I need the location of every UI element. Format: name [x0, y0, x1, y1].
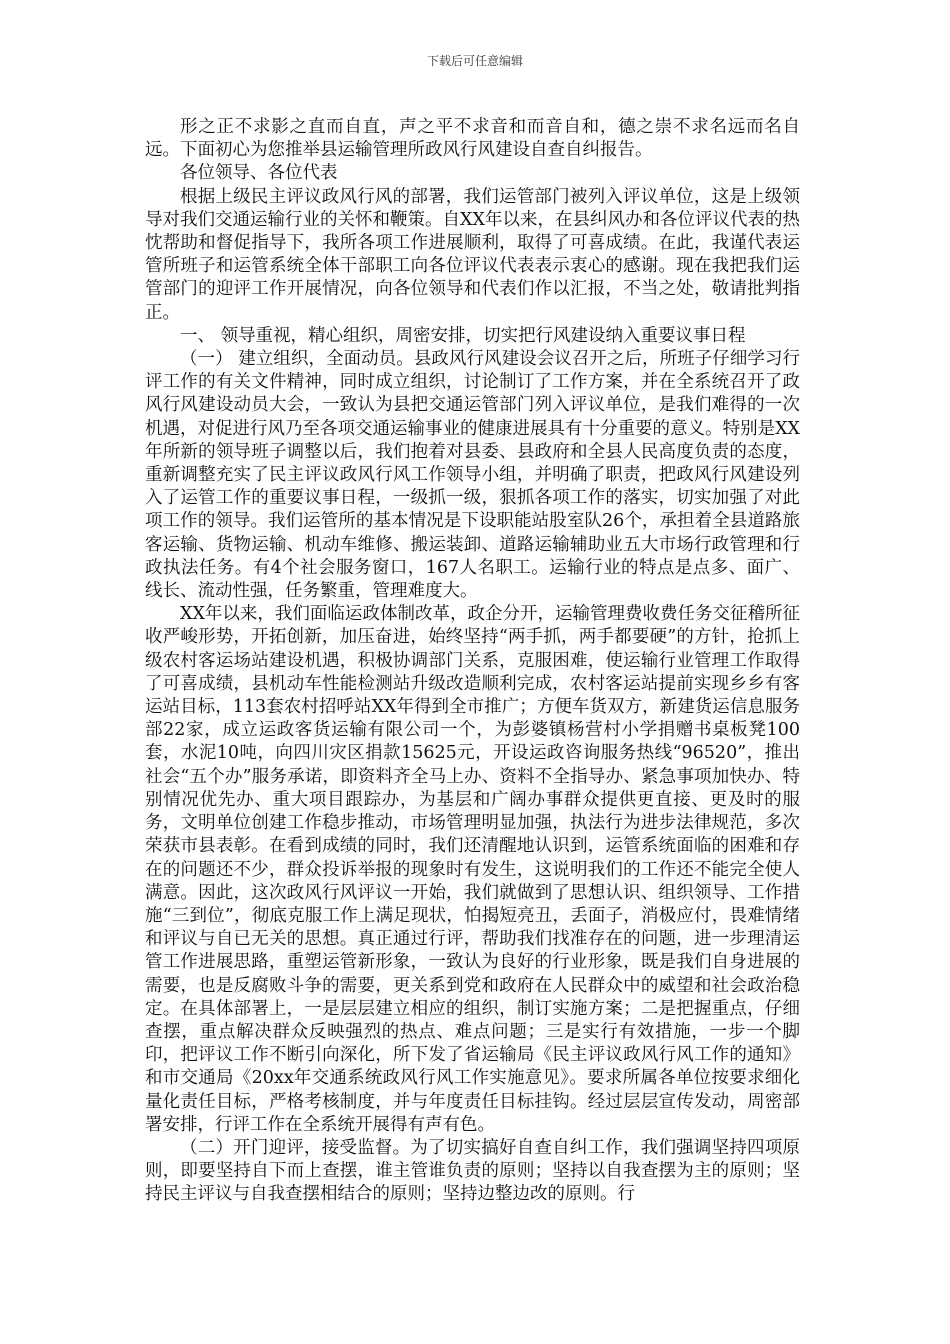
body-paragraph: XX年以来，我们面临运政体制改革，政企分开，运输管理费收费任务交征稽所征收严峻形势，开拓创新，加压奋进，始终坚持“两手抓，两手都要硬”的方针，抢抓上级农村客运场站建设机遇，积极协调部门关系，克服困难，使运输行业管理工作取得了可喜成绩，县机动车性能检测站升级改造顺利完成，农村客运站提前实现乡乡有客运站目标，113套农村招呼站XX年得到全市推广；方便车货双方，新建货运信息服务部22家，成立运政客货运输有限公司一个，为彭婆镇杨营村小学捐赠书桌板凳100套，水泥10吨，向四川灾区捐款15625元，开设运政咨询服务热线“96520”，推出社会“五个办”服务承诺，即资料齐全马上办、资料不全指导办、紧急事项加快办、特别情况优先办、重大项目跟踪办，为基层和广阔办事群众提供更直接、更及时的服务，文明单位创建工作稳步推动，市场管理明显加强，执法行为进步法律规范，多次荣获市县表彰。在看到成绩的同时，我们还清醒地认识到，运管系统面临的困难和存在的问题还不少，群众投诉举报的现象时有发生，这说明我们的工作还不能完全使人满意。因此，这次政风行风评议一开始，我们就做到了思想认识、组织领导、工作措施“三到位”，彻底克服工作上满足现状，怕揭短亮丑，丢面子，消极应付，畏难情绪和评议与自已无关的思想。真正通过行评，帮助我们找准存在的问题，进一步理清运管工作进展思路，重塑运管新形象，一致认为良好的行业形象，既是我们自身进展的需要，也是反腐败斗争的需要，更关系到党和政府在人民群众中的威望和社会政治稳定。在具体部署上，一是层层建立相应的组织，制订实施方案；二是把握重点，仔细查摆，重点解决群众反映强烈的热点、难点问题；三是实行有效措施，一步一个脚印，把评议工作不断引向深化，所下发了省运输局《民主评议政风行风工作的通知》和市交通局《20xx年交通系统政风行风工作实施意见》。要求所属各单位按要求细化量化责任目标，严格考核制度，并与年度责任目标挂钩。经过层层宣传发动，周密部署安排，行评工作在全系统开展得有声有色。: [145, 604, 800, 1135]
body-paragraph: （二）开门迎评，接受监督。为了切实搞好自查自纠工作，我们强调坚持四项原则，即要坚持自下而上查摆，谁主管谁负责的原则；坚持以自我查摆为主的原则；坚持民主评议与自我查摆相结合的原则；坚持边整边改的原则。行: [145, 1137, 800, 1205]
body-paragraph: 根据上级民主评议政风行风的部署，我们运管部门被列入评议单位，这是上级领导对我们交通运输行业的关怀和鞭策。自XX年以来，在县纠风办和各位评议代表的热忱帮助和督促指导下，我所各项工作进展顺利，取得了可喜成绩。在此，我谨代表运管所班子和运管系统全体干部职工向各位评议代表表示衷心的感谢。现在我把我们运管部门的迎评工作开展情况，向各位领导和代表们作以汇报，不当之处，敬请批判指正。: [145, 186, 800, 323]
intro-paragraph: 形之正不求影之直而自直，声之平不求音和而音自和，德之崇不求名远而名自远。下面初心为您推举县运输管理所政风行风建设自查自纠报告。: [145, 117, 800, 161]
salutation: 各位领导、各位代表: [180, 163, 338, 184]
body-paragraph: （一） 建立组织，全面动员。县政风行风建设会议召开之后，所班子仔细学习行评工作的有关文件精神，同时成立组织，讨论制订了工作方案，并在全系统召开了政风行风建设动员大会，一致认为县把交通运管部门列入评议单位，是我们难得的一次机遇，对促进行风乃至各项交通运输事业的健康进展具有十分重要的意义。特别是XX年所新的领导班子调整以后，我们抱着对县委、县政府和全县人民高度负责的态度，重新调整充实了民主评议政风行风工作领导小组，并明确了职责，把政风行风建设列入了运管工作的重要议事日程，一级抓一级，狠抓各项工作的落实，切实加强了对此项工作的领导。我们运管所的基本情况是下设职能站股室队26个，承担着全县道路旅客运输、货物运输、机动车维修、搬运装卸、道路运输辅助业五大市场行政管理和行政执法任务。有4个社会服务窗口，167人名职工。运输行业的特点是点多、面广、线长、流动性强，任务繁重，管理难度大。: [145, 349, 800, 602]
section-heading: 一、 领导重视，精心组织，周密安排，切实把行风建设纳入重要议事日程: [180, 325, 746, 346]
page-header-note: 下载后可任意编辑: [426, 54, 523, 68]
document-body: [145, 116, 800, 1207]
